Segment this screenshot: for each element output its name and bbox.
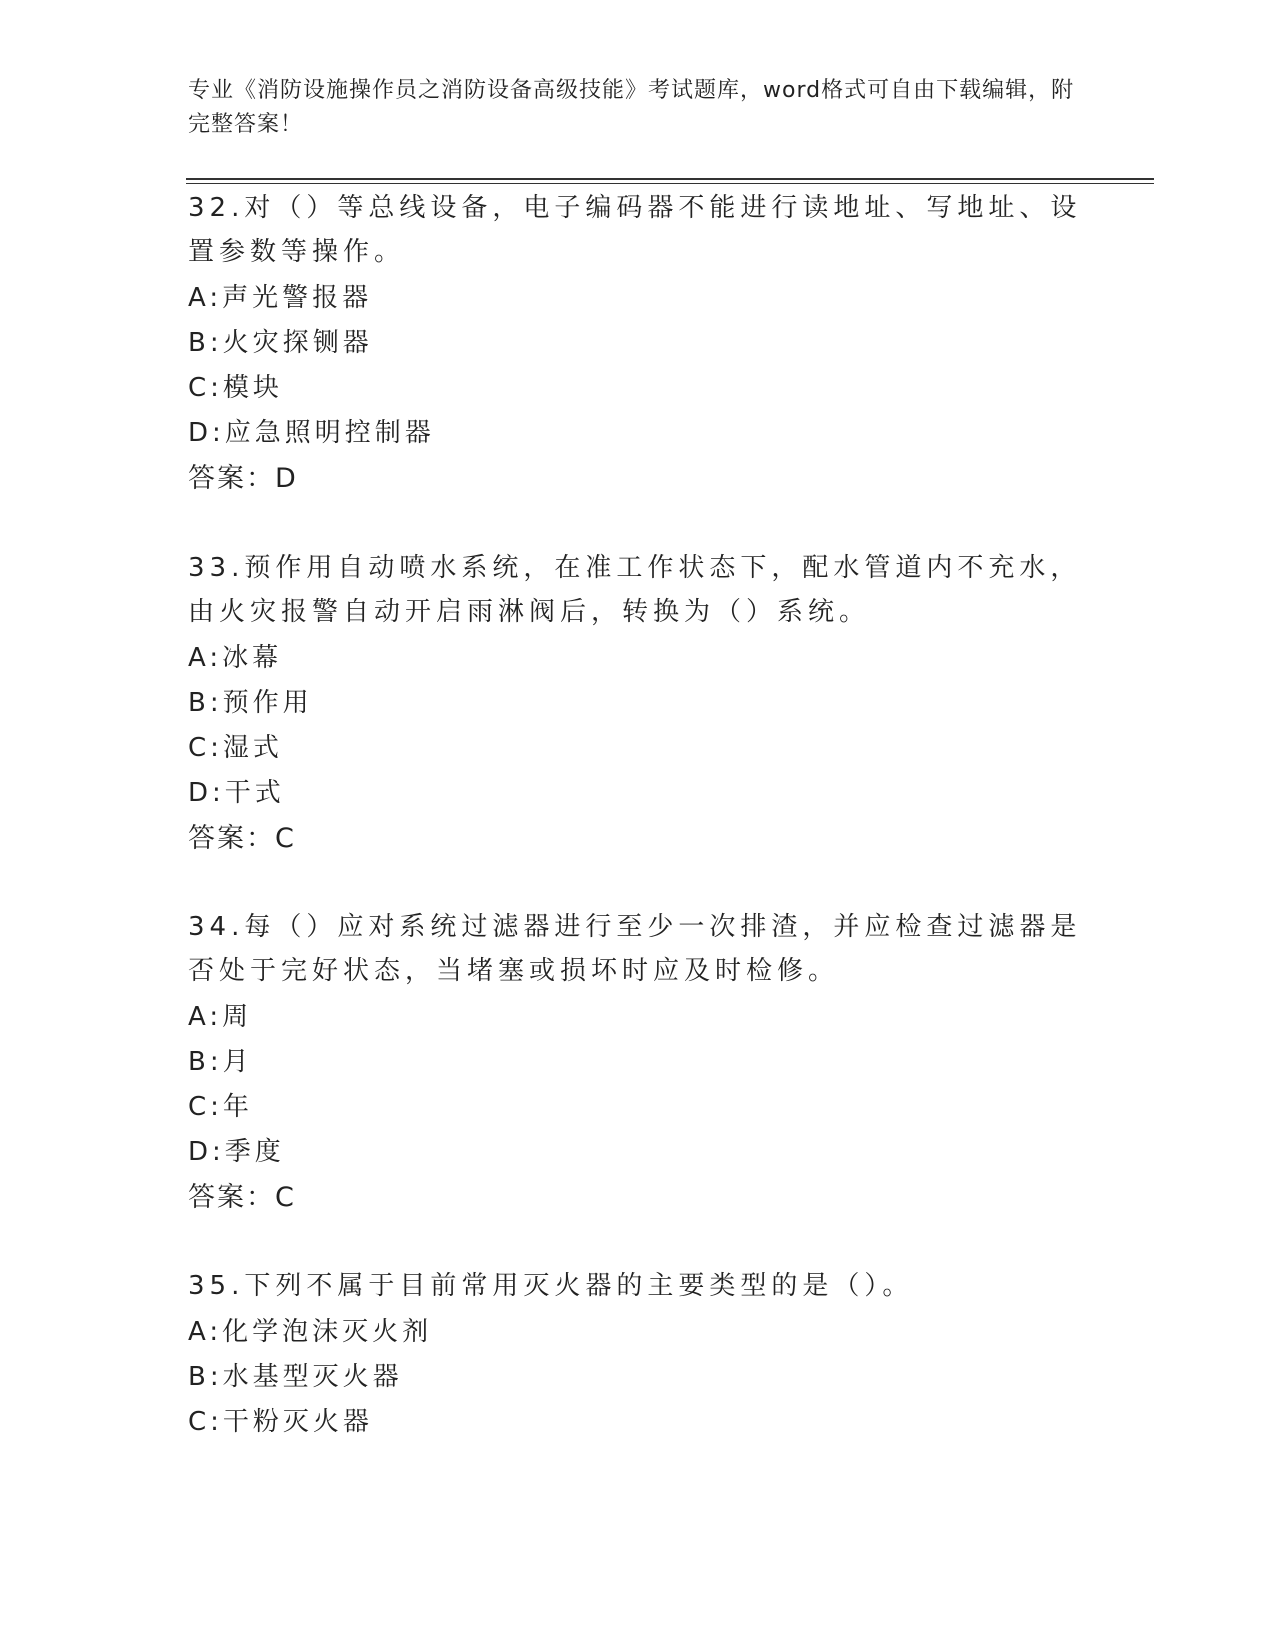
answer-line <box>188 1175 1088 1221</box>
option-b: B:火灾探铡器 <box>188 328 373 358</box>
option-b: B:预作用 <box>188 688 313 718</box>
question-35 <box>188 1264 1088 1445</box>
question-34 <box>188 905 1088 1221</box>
answer-line <box>188 456 1088 502</box>
answer-label: 答案： <box>188 1182 275 1213</box>
option-c: C:干粉灭火器 <box>188 1407 373 1437</box>
answer-label: 答案： <box>188 463 275 494</box>
option-c: C:年 <box>188 1092 253 1122</box>
question-33 <box>188 546 1088 862</box>
option-b: B:月 <box>188 1047 253 1077</box>
answer-value: C <box>275 1182 295 1213</box>
answer-label: 答案： <box>188 823 275 854</box>
option-b: B:水基型灭火器 <box>188 1362 403 1392</box>
option-c: C:湿式 <box>188 733 283 763</box>
option-a: A:声光警报器 <box>188 283 373 313</box>
question-stem: 32.对（）等总线设备，电子编码器不能进行读地址、写地址、设置参数等操作。 <box>188 193 1082 267</box>
option-a: A:周 <box>188 1002 253 1032</box>
header-divider <box>186 178 1154 180</box>
answer-line <box>188 816 1088 862</box>
question-stem: 33.预作用自动喷水系统，在准工作状态下，配水管道内不充水，由火灾报警自动开启雨淋阀后，转换为（）系统。 <box>188 553 1082 627</box>
option-a: A:冰幕 <box>188 643 283 673</box>
header-divider-thin <box>186 183 1154 184</box>
option-d: D:干式 <box>188 778 285 808</box>
option-d: D:应急照明控制器 <box>188 418 435 448</box>
question-32 <box>188 186 1088 502</box>
answer-value: D <box>275 463 297 494</box>
option-a: A:化学泡沫灭火剂 <box>188 1317 433 1347</box>
answer-value: C <box>275 823 295 854</box>
question-stem: 34.每（）应对系统过滤器进行至少一次排渣，并应检查过滤器是否处于完好状态，当堵塞或损坏时应及时检修。 <box>188 912 1082 986</box>
option-c: C:模块 <box>188 373 283 403</box>
option-d: D:季度 <box>188 1137 285 1167</box>
document-intro: 专业《消防设施操作员之消防设备高级技能》考试题库，word格式可自由下载编辑，附完整答案！ <box>188 78 1075 137</box>
question-stem: 35.下列不属于目前常用灭火器的主要类型的是（）。 <box>188 1271 914 1301</box>
